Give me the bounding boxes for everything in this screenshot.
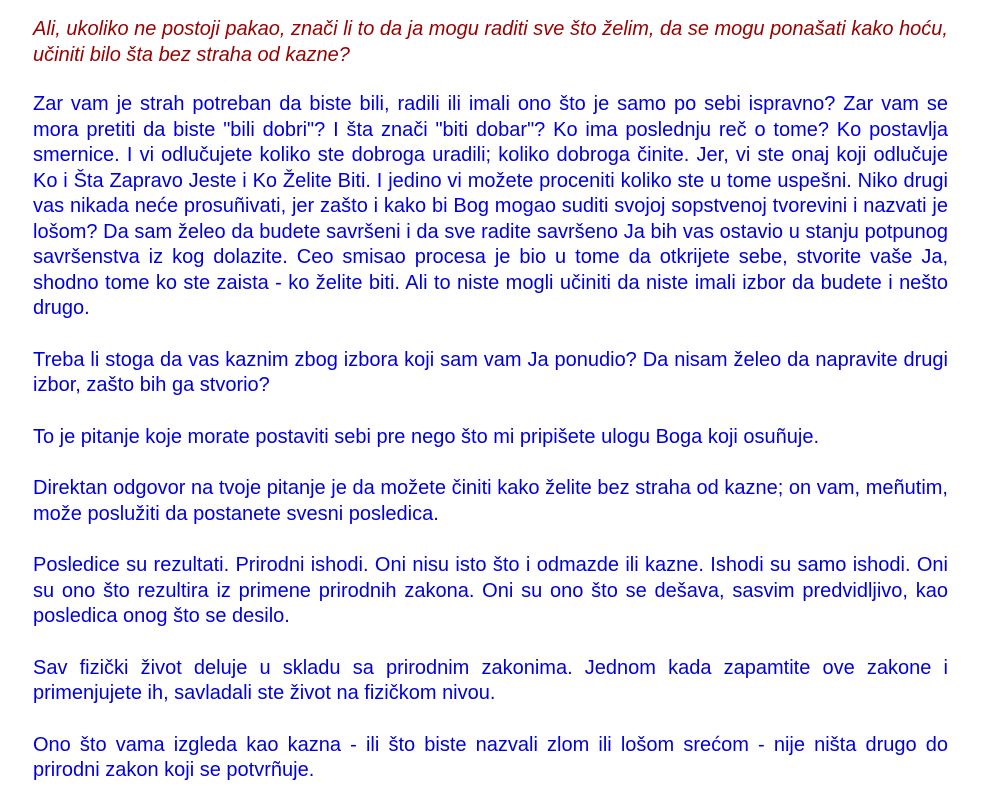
- document-page: [33, 17, 948, 810]
- paragraph: Posledice su rezultati. Prirodni ishodi. Oni nisu isto što i odmazde ili kazne. Ishodi su samo ishodi. Oni su ono što rezultira iz primene prirodnih zakona. Oni su ono što se dešava, sasvim predvidljivo, kao posledica onog što se desilo.: [33, 554, 948, 627]
- paragraph: Ono što vama izgleda kao kazna - ili što biste nazvali zlom ili lošom srećom - nije ništa drugo do prirodni zakon koji se potvrñuje.: [33, 733, 948, 781]
- paragraph: Direktan odgovor na tvoje pitanje je da možete činiti kako želite bez straha od kazne; on vam, meñutim, može poslužiti da postanete svesni posledica.: [33, 477, 948, 525]
- question-text: Ali, ukoliko ne postoji pakao, znači li to da ja mogu raditi sve što želim, da se mogu ponašati kako hoću, učiniti bilo šta bez straha od kazne?: [33, 18, 948, 66]
- paragraph: To je pitanje koje morate postaviti sebi pre nego što mi pripišete ulogu Boga koji osuñuje.: [33, 425, 820, 448]
- paragraph: Sav fizički život deluje u skladu sa prirodnim zakonima. Jednom kada zapamtite ove zakone i primenjujete ih, savladali ste život na fizičkom nivou.: [33, 656, 948, 704]
- paragraph: Zar vam je strah potreban da biste bili, radili ili imali ono što je samo po sebi ispravno? Zar vam se mora pretiti da biste "bili dobri"? I šta znači "biti dobar"? Ko ima poslednju reč o tome? Ko postavlja smernice. I vi odlučujete koliko ste dobroga uradili; koliko dobroga činite. Jer, vi ste onaj koji odlučuje Ko i Šta Zapravo Jeste i Ko Želite Biti. I jedino vi možete proceniti koliko ste u tome uspešni. Niko drugi vas nikada neće prosuñivati, jer zašto i kako bi Bog mogao suditi svojoj sopstvenoj tvorevini i nazvati je lošom? Da sam želeo da budete savršeni i da sve radite savršeno Ja bih vas ostavio u stanju potpunog savršenstva iz kog dolazite. Ceo smisao procesa je bio u tome da otkrijete sebe, stvorite vaše Ja, shodno tome ko ste zaista - ko želite biti. Ali to niste mogli učiniti da niste imali izbor da budete i nešto drugo.: [33, 93, 948, 319]
- paragraph: Treba li stoga da vas kaznim zbog izbora koji sam vam Ja ponudio? Da nisam želeo da napravite drugi izbor, zašto bih ga stvorio?: [33, 348, 948, 396]
